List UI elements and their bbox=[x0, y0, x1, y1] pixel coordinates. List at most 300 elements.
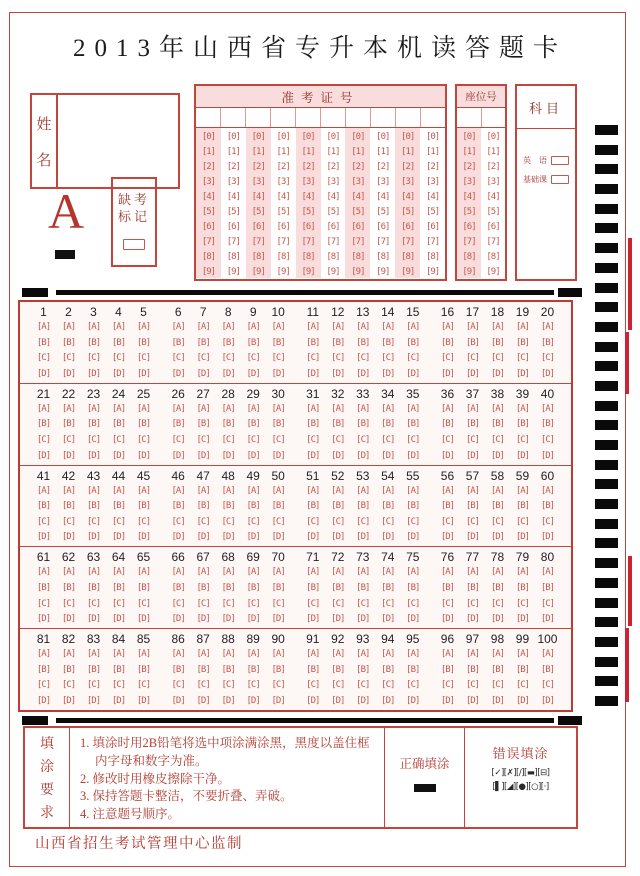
answer-bubble-56-B[interactable]: [B] bbox=[440, 501, 455, 512]
answer-bubble-43-D[interactable]: [D] bbox=[86, 532, 101, 543]
answer-bubble-78-A[interactable]: [A] bbox=[490, 567, 505, 578]
answer-bubble-41-D[interactable]: [D] bbox=[36, 532, 51, 543]
answer-bubble-51-A[interactable]: [A] bbox=[306, 485, 320, 496]
answer-bubble-11-D[interactable]: [D] bbox=[306, 368, 320, 379]
answer-bubble-25-A[interactable]: [A] bbox=[136, 403, 151, 414]
seat-digit-bubble[interactable]: [3] bbox=[462, 177, 476, 187]
answer-bubble-19-C[interactable]: [C] bbox=[515, 353, 530, 364]
ticket-writein-cell[interactable] bbox=[421, 108, 445, 127]
answer-bubble-48-A[interactable]: [A] bbox=[221, 485, 235, 496]
ticket-digit-bubble[interactable]: [1] bbox=[351, 147, 365, 157]
answer-bubble-10-A[interactable]: [A] bbox=[271, 322, 285, 332]
ticket-digit-bubble[interactable]: [8] bbox=[376, 252, 390, 262]
answer-bubble-83-C[interactable]: [C] bbox=[86, 680, 101, 691]
ticket-digit-bubble[interactable]: [6] bbox=[351, 222, 365, 232]
answer-bubble-35-C[interactable]: [C] bbox=[406, 434, 420, 445]
ticket-digit-bubble[interactable]: [5] bbox=[276, 207, 290, 217]
ticket-digit-bubble[interactable]: [4] bbox=[251, 192, 265, 202]
answer-bubble-26-A[interactable]: [A] bbox=[171, 403, 185, 414]
answer-bubble-38-C[interactable]: [C] bbox=[490, 434, 505, 445]
answer-bubble-15-C[interactable]: [C] bbox=[406, 353, 420, 364]
answer-bubble-40-A[interactable]: [A] bbox=[540, 403, 555, 414]
answer-bubble-24-B[interactable]: [B] bbox=[111, 419, 126, 430]
answer-bubble-2-B[interactable]: [B] bbox=[61, 337, 76, 348]
ticket-digit-bubble[interactable]: [7] bbox=[376, 237, 390, 247]
answer-bubble-56-D[interactable]: [D] bbox=[440, 532, 455, 543]
answer-bubble-21-D[interactable]: [D] bbox=[36, 450, 51, 461]
ticket-digit-bubble[interactable]: [6] bbox=[276, 222, 290, 232]
ticket-digit-bubble[interactable]: [4] bbox=[301, 192, 315, 202]
answer-bubble-80-A[interactable]: [A] bbox=[540, 567, 555, 578]
answer-bubble-5-A[interactable]: [A] bbox=[136, 322, 151, 332]
answer-bubble-6-A[interactable]: [A] bbox=[171, 322, 185, 332]
ticket-digit-bubble[interactable]: [9] bbox=[401, 267, 415, 277]
answer-bubble-49-D[interactable]: [D] bbox=[246, 532, 260, 543]
seat-digit-bubble[interactable]: [3] bbox=[486, 177, 500, 187]
answer-bubble-66-B[interactable]: [B] bbox=[171, 582, 185, 593]
answer-bubble-67-C[interactable]: [C] bbox=[196, 598, 210, 609]
answer-bubble-20-C[interactable]: [C] bbox=[540, 353, 555, 364]
answer-bubble-51-C[interactable]: [C] bbox=[306, 516, 320, 527]
answer-bubble-49-C[interactable]: [C] bbox=[246, 516, 260, 527]
answer-bubble-64-B[interactable]: [B] bbox=[111, 582, 126, 593]
answer-bubble-21-B[interactable]: [B] bbox=[36, 419, 51, 430]
answer-bubble-66-C[interactable]: [C] bbox=[171, 598, 185, 609]
seat-digit-bubble[interactable]: [5] bbox=[486, 207, 500, 217]
answer-bubble-85-B[interactable]: [B] bbox=[136, 664, 151, 675]
answer-bubble-71-C[interactable]: [C] bbox=[306, 598, 320, 609]
answer-bubble-90-A[interactable]: [A] bbox=[271, 649, 285, 660]
answer-bubble-70-A[interactable]: [A] bbox=[271, 567, 285, 578]
answer-bubble-81-C[interactable]: [C] bbox=[36, 680, 51, 691]
answer-bubble-80-B[interactable]: [B] bbox=[540, 582, 555, 593]
answer-bubble-87-C[interactable]: [C] bbox=[196, 680, 210, 691]
answer-bubble-69-A[interactable]: [A] bbox=[246, 567, 260, 578]
answer-bubble-67-A[interactable]: [A] bbox=[196, 567, 210, 578]
answer-bubble-28-A[interactable]: [A] bbox=[221, 403, 235, 414]
answer-bubble-62-D[interactable]: [D] bbox=[61, 614, 76, 625]
answer-bubble-14-A[interactable]: [A] bbox=[381, 322, 395, 332]
answer-bubble-88-A[interactable]: [A] bbox=[221, 649, 235, 660]
answer-bubble-41-A[interactable]: [A] bbox=[36, 485, 51, 496]
answer-bubble-11-B[interactable]: [B] bbox=[306, 337, 320, 348]
ticket-digit-bubble[interactable]: [0] bbox=[376, 132, 390, 142]
answer-bubble-76-C[interactable]: [C] bbox=[440, 598, 455, 609]
answer-bubble-18-B[interactable]: [B] bbox=[490, 337, 505, 348]
ticket-digit-bubble[interactable]: [4] bbox=[376, 192, 390, 202]
answer-bubble-31-B[interactable]: [B] bbox=[306, 419, 320, 430]
ticket-digit-bubble[interactable]: [7] bbox=[226, 237, 240, 247]
answer-bubble-78-C[interactable]: [C] bbox=[490, 598, 505, 609]
answer-bubble-86-D[interactable]: [D] bbox=[171, 695, 185, 706]
answer-bubble-53-A[interactable]: [A] bbox=[356, 485, 370, 496]
ticket-digit-bubble[interactable]: [4] bbox=[351, 192, 365, 202]
ticket-digit-bubble[interactable]: [0] bbox=[326, 132, 340, 142]
answer-bubble-91-A[interactable]: [A] bbox=[306, 649, 320, 660]
ticket-digit-bubble[interactable]: [2] bbox=[226, 162, 240, 172]
answer-bubble-88-C[interactable]: [C] bbox=[221, 680, 235, 691]
answer-bubble-59-B[interactable]: [B] bbox=[515, 501, 530, 512]
answer-bubble-13-C[interactable]: [C] bbox=[356, 353, 370, 364]
answer-bubble-95-C[interactable]: [C] bbox=[406, 680, 420, 691]
ticket-digit-bubble[interactable]: [6] bbox=[301, 222, 315, 232]
answer-bubble-82-B[interactable]: [B] bbox=[61, 664, 76, 675]
ticket-digit-bubble[interactable]: [1] bbox=[251, 147, 265, 157]
answer-bubble-72-D[interactable]: [D] bbox=[331, 614, 345, 625]
ticket-writein-cell[interactable] bbox=[346, 108, 371, 127]
answer-bubble-35-A[interactable]: [A] bbox=[406, 403, 420, 414]
answer-bubble-82-C[interactable]: [C] bbox=[61, 680, 76, 691]
ticket-digit-bubble[interactable]: [1] bbox=[301, 147, 315, 157]
answer-bubble-29-D[interactable]: [D] bbox=[246, 450, 260, 461]
seat-digit-bubble[interactable]: [8] bbox=[486, 252, 500, 262]
ticket-digit-bubble[interactable]: [7] bbox=[201, 237, 216, 247]
ticket-digit-bubble[interactable]: [2] bbox=[351, 162, 365, 172]
ticket-writein-cell[interactable] bbox=[371, 108, 396, 127]
answer-bubble-11-C[interactable]: [C] bbox=[306, 353, 320, 364]
seat-digit-bubble[interactable]: [7] bbox=[462, 237, 476, 247]
answer-bubble-97-C[interactable]: [C] bbox=[465, 680, 480, 691]
answer-bubble-22-D[interactable]: [D] bbox=[61, 450, 76, 461]
answer-bubble-58-C[interactable]: [C] bbox=[490, 516, 505, 527]
answer-bubble-85-C[interactable]: [C] bbox=[136, 680, 151, 691]
answer-bubble-54-B[interactable]: [B] bbox=[381, 501, 395, 512]
answer-bubble-30-B[interactable]: [B] bbox=[271, 419, 285, 430]
answer-bubble-89-C[interactable]: [C] bbox=[246, 680, 260, 691]
answer-bubble-97-D[interactable]: [D] bbox=[465, 695, 480, 706]
answer-bubble-75-D[interactable]: [D] bbox=[406, 614, 420, 625]
answer-bubble-50-B[interactable]: [B] bbox=[271, 501, 285, 512]
answer-bubble-59-C[interactable]: [C] bbox=[515, 516, 530, 527]
ticket-digit-bubble[interactable]: [3] bbox=[351, 177, 365, 187]
answer-bubble-29-A[interactable]: [A] bbox=[246, 403, 260, 414]
answer-bubble-25-D[interactable]: [D] bbox=[136, 450, 151, 461]
ticket-digit-bubble[interactable]: [9] bbox=[201, 267, 216, 277]
answer-bubble-59-A[interactable]: [A] bbox=[515, 485, 530, 496]
answer-bubble-13-D[interactable]: [D] bbox=[356, 368, 370, 379]
ticket-digit-bubble[interactable]: [5] bbox=[351, 207, 365, 217]
answer-bubble-96-A[interactable]: [A] bbox=[440, 649, 455, 660]
answer-bubble-16-A[interactable]: [A] bbox=[440, 322, 455, 332]
answer-bubble-83-D[interactable]: [D] bbox=[86, 695, 101, 706]
answer-bubble-23-A[interactable]: [A] bbox=[86, 403, 101, 414]
answer-bubble-75-A[interactable]: [A] bbox=[406, 567, 420, 578]
ticket-digit-bubble[interactable]: [6] bbox=[401, 222, 415, 232]
ticket-digit-bubble[interactable]: [1] bbox=[401, 147, 415, 157]
answer-bubble-37-C[interactable]: [C] bbox=[465, 434, 480, 445]
answer-bubble-55-B[interactable]: [B] bbox=[406, 501, 420, 512]
answer-bubble-40-B[interactable]: [B] bbox=[540, 419, 555, 430]
answer-bubble-55-C[interactable]: [C] bbox=[406, 516, 420, 527]
answer-bubble-94-D[interactable]: [D] bbox=[381, 695, 395, 706]
ticket-digit-bubble[interactable]: [5] bbox=[201, 207, 216, 217]
answer-bubble-76-B[interactable]: [B] bbox=[440, 582, 455, 593]
answer-bubble-91-B[interactable]: [B] bbox=[306, 664, 320, 675]
answer-bubble-37-A[interactable]: [A] bbox=[465, 403, 480, 414]
answer-bubble-54-D[interactable]: [D] bbox=[381, 532, 395, 543]
answer-bubble-55-A[interactable]: [A] bbox=[406, 485, 420, 496]
answer-bubble-7-B[interactable]: [B] bbox=[196, 337, 210, 348]
answer-bubble-42-B[interactable]: [B] bbox=[61, 501, 76, 512]
ticket-digit-bubble[interactable]: [0] bbox=[401, 132, 415, 142]
answer-bubble-65-B[interactable]: [B] bbox=[136, 582, 151, 593]
ticket-digit-bubble[interactable]: [9] bbox=[351, 267, 365, 277]
answer-bubble-98-A[interactable]: [A] bbox=[490, 649, 505, 660]
answer-bubble-46-D[interactable]: [D] bbox=[171, 532, 185, 543]
answer-bubble-84-D[interactable]: [D] bbox=[111, 695, 126, 706]
answer-bubble-17-C[interactable]: [C] bbox=[465, 353, 480, 364]
ticket-digit-bubble[interactable]: [4] bbox=[425, 192, 440, 202]
answer-bubble-96-B[interactable]: [B] bbox=[440, 664, 455, 675]
answer-bubble-36-A[interactable]: [A] bbox=[440, 403, 455, 414]
answer-bubble-5-D[interactable]: [D] bbox=[136, 368, 151, 379]
answer-bubble-3-A[interactable]: [A] bbox=[86, 322, 101, 332]
answer-bubble-100-A[interactable]: [A] bbox=[540, 649, 555, 660]
answer-bubble-84-B[interactable]: [B] bbox=[111, 664, 126, 675]
ticket-digit-bubble[interactable]: [0] bbox=[351, 132, 365, 142]
answer-bubble-4-B[interactable]: [B] bbox=[111, 337, 126, 348]
answer-bubble-65-D[interactable]: [D] bbox=[136, 614, 151, 625]
answer-bubble-94-C[interactable]: [C] bbox=[381, 680, 395, 691]
ticket-digit-bubble[interactable]: [6] bbox=[376, 222, 390, 232]
answer-bubble-17-B[interactable]: [B] bbox=[465, 337, 480, 348]
ticket-digit-bubble[interactable]: [2] bbox=[425, 162, 440, 172]
answer-bubble-64-D[interactable]: [D] bbox=[111, 614, 126, 625]
answer-bubble-60-C[interactable]: [C] bbox=[540, 516, 555, 527]
answer-bubble-11-A[interactable]: [A] bbox=[306, 322, 320, 332]
ticket-digit-bubble[interactable]: [8] bbox=[301, 252, 315, 262]
answer-bubble-43-B[interactable]: [B] bbox=[86, 501, 101, 512]
answer-bubble-61-D[interactable]: [D] bbox=[36, 614, 51, 625]
ticket-digit-bubble[interactable]: [7] bbox=[301, 237, 315, 247]
seat-digit-bubble[interactable]: [7] bbox=[486, 237, 500, 247]
answer-bubble-32-A[interactable]: [A] bbox=[331, 403, 345, 414]
seat-digit-bubble[interactable]: [2] bbox=[486, 162, 500, 172]
answer-bubble-49-A[interactable]: [A] bbox=[246, 485, 260, 496]
answer-bubble-32-B[interactable]: [B] bbox=[331, 419, 345, 430]
answer-bubble-89-D[interactable]: [D] bbox=[246, 695, 260, 706]
answer-bubble-81-A[interactable]: [A] bbox=[36, 649, 51, 660]
answer-bubble-44-C[interactable]: [C] bbox=[111, 516, 126, 527]
answer-bubble-72-B[interactable]: [B] bbox=[331, 582, 345, 593]
ticket-digit-bubble[interactable]: [2] bbox=[301, 162, 315, 172]
answer-bubble-8-C[interactable]: [C] bbox=[221, 353, 235, 364]
ticket-writein-cell[interactable] bbox=[221, 108, 246, 127]
answer-bubble-24-C[interactable]: [C] bbox=[111, 434, 126, 445]
answer-bubble-56-A[interactable]: [A] bbox=[440, 485, 455, 496]
answer-bubble-7-A[interactable]: [A] bbox=[196, 322, 210, 332]
answer-bubble-57-B[interactable]: [B] bbox=[465, 501, 480, 512]
ticket-writein-cell[interactable] bbox=[271, 108, 296, 127]
answer-bubble-34-D[interactable]: [D] bbox=[381, 450, 395, 461]
answer-bubble-99-D[interactable]: [D] bbox=[515, 695, 530, 706]
answer-bubble-45-D[interactable]: [D] bbox=[136, 532, 151, 543]
answer-bubble-30-A[interactable]: [A] bbox=[271, 403, 285, 414]
ticket-digit-bubble[interactable]: [2] bbox=[276, 162, 290, 172]
ticket-digit-bubble[interactable]: [3] bbox=[226, 177, 240, 187]
ticket-digit-bubble[interactable]: [1] bbox=[376, 147, 390, 157]
seat-writein-cell[interactable] bbox=[482, 108, 506, 127]
answer-bubble-9-A[interactable]: [A] bbox=[246, 322, 260, 332]
answer-bubble-75-C[interactable]: [C] bbox=[406, 598, 420, 609]
answer-bubble-100-C[interactable]: [C] bbox=[540, 680, 555, 691]
ticket-digit-bubble[interactable]: [9] bbox=[376, 267, 390, 277]
answer-bubble-66-A[interactable]: [A] bbox=[171, 567, 185, 578]
answer-bubble-37-B[interactable]: [B] bbox=[465, 419, 480, 430]
answer-bubble-79-D[interactable]: [D] bbox=[515, 614, 530, 625]
answer-bubble-42-C[interactable]: [C] bbox=[61, 516, 76, 527]
answer-bubble-36-B[interactable]: [B] bbox=[440, 419, 455, 430]
answer-bubble-30-C[interactable]: [C] bbox=[271, 434, 285, 445]
answer-bubble-92-D[interactable]: [D] bbox=[331, 695, 345, 706]
answer-bubble-27-D[interactable]: [D] bbox=[196, 450, 210, 461]
answer-bubble-26-D[interactable]: [D] bbox=[171, 450, 185, 461]
ticket-digit-bubble[interactable]: [9] bbox=[425, 267, 440, 277]
answer-bubble-1-C[interactable]: [C] bbox=[36, 353, 51, 364]
answer-bubble-1-A[interactable]: [A] bbox=[36, 322, 51, 332]
answer-bubble-23-D[interactable]: [D] bbox=[86, 450, 101, 461]
answer-bubble-81-D[interactable]: [D] bbox=[36, 695, 51, 706]
answer-bubble-50-C[interactable]: [C] bbox=[271, 516, 285, 527]
answer-bubble-16-D[interactable]: [D] bbox=[440, 368, 455, 379]
answer-bubble-22-B[interactable]: [B] bbox=[61, 419, 76, 430]
answer-bubble-73-A[interactable]: [A] bbox=[356, 567, 370, 578]
answer-bubble-61-B[interactable]: [B] bbox=[36, 582, 51, 593]
ticket-digit-bubble[interactable]: [8] bbox=[401, 252, 415, 262]
ticket-digit-bubble[interactable]: [0] bbox=[301, 132, 315, 142]
answer-bubble-39-A[interactable]: [A] bbox=[515, 403, 530, 414]
answer-bubble-40-D[interactable]: [D] bbox=[540, 450, 555, 461]
answer-bubble-46-C[interactable]: [C] bbox=[171, 516, 185, 527]
answer-bubble-19-A[interactable]: [A] bbox=[515, 322, 530, 332]
answer-bubble-42-A[interactable]: [A] bbox=[61, 485, 76, 496]
answer-bubble-53-B[interactable]: [B] bbox=[356, 501, 370, 512]
answer-bubble-25-C[interactable]: [C] bbox=[136, 434, 151, 445]
answer-bubble-23-C[interactable]: [C] bbox=[86, 434, 101, 445]
answer-bubble-83-A[interactable]: [A] bbox=[86, 649, 101, 660]
answer-bubble-86-A[interactable]: [A] bbox=[171, 649, 185, 660]
answer-bubble-63-C[interactable]: [C] bbox=[86, 598, 101, 609]
answer-bubble-45-B[interactable]: [B] bbox=[136, 501, 151, 512]
answer-bubble-12-B[interactable]: [B] bbox=[331, 337, 345, 348]
answer-bubble-89-A[interactable]: [A] bbox=[246, 649, 260, 660]
answer-bubble-48-C[interactable]: [C] bbox=[221, 516, 235, 527]
ticket-digit-bubble[interactable]: [8] bbox=[326, 252, 340, 262]
ticket-digit-bubble[interactable]: [3] bbox=[201, 177, 216, 187]
ticket-digit-bubble[interactable]: [6] bbox=[201, 222, 216, 232]
answer-bubble-7-C[interactable]: [C] bbox=[196, 353, 210, 364]
answer-bubble-69-C[interactable]: [C] bbox=[246, 598, 260, 609]
seat-digit-bubble[interactable]: [6] bbox=[486, 222, 500, 232]
answer-bubble-93-D[interactable]: [D] bbox=[356, 695, 370, 706]
ticket-digit-bubble[interactable]: [0] bbox=[201, 132, 216, 142]
answer-bubble-24-A[interactable]: [A] bbox=[111, 403, 126, 414]
answer-bubble-38-D[interactable]: [D] bbox=[490, 450, 505, 461]
seat-digit-bubble[interactable]: [1] bbox=[486, 147, 500, 157]
answer-bubble-71-D[interactable]: [D] bbox=[306, 614, 320, 625]
answer-bubble-92-B[interactable]: [B] bbox=[331, 664, 345, 675]
answer-bubble-27-A[interactable]: [A] bbox=[196, 403, 210, 414]
answer-bubble-74-D[interactable]: [D] bbox=[381, 614, 395, 625]
answer-bubble-6-C[interactable]: [C] bbox=[171, 353, 185, 364]
answer-bubble-28-C[interactable]: [C] bbox=[221, 434, 235, 445]
answer-bubble-85-A[interactable]: [A] bbox=[136, 649, 151, 660]
answer-bubble-87-D[interactable]: [D] bbox=[196, 695, 210, 706]
answer-bubble-60-D[interactable]: [D] bbox=[540, 532, 555, 543]
answer-bubble-68-D[interactable]: [D] bbox=[221, 614, 235, 625]
answer-bubble-58-B[interactable]: [B] bbox=[490, 501, 505, 512]
answer-bubble-72-A[interactable]: [A] bbox=[331, 567, 345, 578]
answer-bubble-51-D[interactable]: [D] bbox=[306, 532, 320, 543]
answer-bubble-13-B[interactable]: [B] bbox=[356, 337, 370, 348]
answer-bubble-6-D[interactable]: [D] bbox=[171, 368, 185, 379]
seat-digit-bubble[interactable]: [0] bbox=[462, 132, 476, 142]
answer-bubble-63-D[interactable]: [D] bbox=[86, 614, 101, 625]
answer-bubble-69-B[interactable]: [B] bbox=[246, 582, 260, 593]
seat-digit-bubble[interactable]: [4] bbox=[462, 192, 476, 202]
answer-bubble-4-C[interactable]: [C] bbox=[111, 353, 126, 364]
answer-bubble-71-A[interactable]: [A] bbox=[306, 567, 320, 578]
answer-bubble-19-B[interactable]: [B] bbox=[515, 337, 530, 348]
answer-bubble-67-D[interactable]: [D] bbox=[196, 614, 210, 625]
answer-bubble-46-B[interactable]: [B] bbox=[171, 501, 185, 512]
answer-bubble-29-C[interactable]: [C] bbox=[246, 434, 260, 445]
answer-bubble-28-D[interactable]: [D] bbox=[221, 450, 235, 461]
ticket-digit-bubble[interactable]: [4] bbox=[276, 192, 290, 202]
ticket-digit-bubble[interactable]: [9] bbox=[276, 267, 290, 277]
answer-bubble-41-B[interactable]: [B] bbox=[36, 501, 51, 512]
answer-bubble-53-D[interactable]: [D] bbox=[356, 532, 370, 543]
ticket-digit-bubble[interactable]: [2] bbox=[376, 162, 390, 172]
answer-bubble-61-C[interactable]: [C] bbox=[36, 598, 51, 609]
answer-bubble-87-A[interactable]: [A] bbox=[196, 649, 210, 660]
answer-bubble-74-A[interactable]: [A] bbox=[381, 567, 395, 578]
seat-digit-bubble[interactable]: [5] bbox=[462, 207, 476, 217]
ticket-digit-bubble[interactable]: [8] bbox=[226, 252, 240, 262]
answer-bubble-64-C[interactable]: [C] bbox=[111, 598, 126, 609]
answer-bubble-60-A[interactable]: [A] bbox=[540, 485, 555, 496]
answer-bubble-97-A[interactable]: [A] bbox=[465, 649, 480, 660]
ticket-digit-bubble[interactable]: [3] bbox=[276, 177, 290, 187]
ticket-digit-bubble[interactable]: [7] bbox=[401, 237, 415, 247]
answer-bubble-41-C[interactable]: [C] bbox=[36, 516, 51, 527]
answer-bubble-68-C[interactable]: [C] bbox=[221, 598, 235, 609]
seat-digit-bubble[interactable]: [8] bbox=[462, 252, 476, 262]
answer-bubble-63-B[interactable]: [B] bbox=[86, 582, 101, 593]
answer-bubble-44-B[interactable]: [B] bbox=[111, 501, 126, 512]
answer-bubble-52-D[interactable]: [D] bbox=[331, 532, 345, 543]
answer-bubble-95-B[interactable]: [B] bbox=[406, 664, 420, 675]
answer-bubble-57-C[interactable]: [C] bbox=[465, 516, 480, 527]
answer-bubble-20-D[interactable]: [D] bbox=[540, 368, 555, 379]
answer-bubble-12-A[interactable]: [A] bbox=[331, 322, 345, 332]
answer-bubble-10-B[interactable]: [B] bbox=[271, 337, 285, 348]
answer-bubble-33-D[interactable]: [D] bbox=[356, 450, 370, 461]
answer-bubble-74-C[interactable]: [C] bbox=[381, 598, 395, 609]
answer-bubble-48-B[interactable]: [B] bbox=[221, 501, 235, 512]
ticket-digit-bubble[interactable]: [6] bbox=[326, 222, 340, 232]
answer-bubble-100-D[interactable]: [D] bbox=[540, 695, 555, 706]
answer-bubble-26-B[interactable]: [B] bbox=[171, 419, 185, 430]
answer-bubble-40-C[interactable]: [C] bbox=[540, 434, 555, 445]
answer-bubble-98-C[interactable]: [C] bbox=[490, 680, 505, 691]
answer-bubble-18-A[interactable]: [A] bbox=[490, 322, 505, 332]
answer-bubble-86-C[interactable]: [C] bbox=[171, 680, 185, 691]
answer-bubble-32-C[interactable]: [C] bbox=[331, 434, 345, 445]
answer-bubble-38-A[interactable]: [A] bbox=[490, 403, 505, 414]
answer-bubble-14-D[interactable]: [D] bbox=[381, 368, 395, 379]
answer-bubble-15-A[interactable]: [A] bbox=[406, 322, 420, 332]
